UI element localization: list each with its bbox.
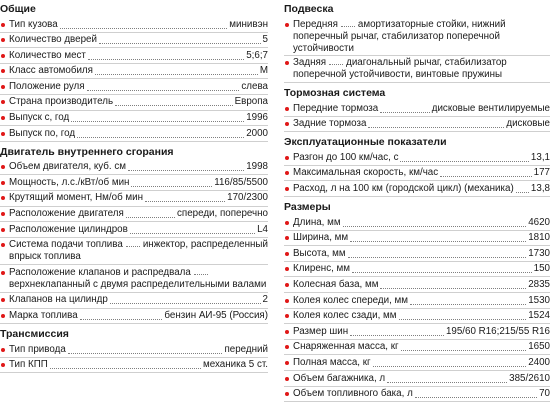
bullet-icon: [1, 348, 5, 352]
spec-label: Задние тормоза: [293, 118, 367, 130]
spec-label: Тип КПП: [9, 359, 48, 371]
spec-label: Передняя: [293, 18, 338, 30]
bullet-icon: [1, 181, 5, 185]
spec-row: [284, 262, 550, 278]
spec-value: 13,8: [530, 182, 550, 194]
spec-label: Объем багажника, л: [293, 372, 386, 384]
dot-leader: [401, 341, 527, 351]
spec-row: [284, 231, 550, 247]
spec-value: передний: [224, 343, 268, 355]
spec-value: 116/85/5500: [214, 176, 268, 188]
dot-leader: [88, 50, 244, 60]
bullet-icon: [285, 345, 289, 349]
dot-leader: [352, 263, 532, 273]
spec-value: 5;6;7: [246, 49, 268, 61]
dot-leader: [194, 274, 208, 275]
spec-row: [0, 17, 268, 33]
spec-label: Колея колес спереди, мм: [293, 294, 408, 306]
dot-leader: [348, 248, 527, 258]
spec-value: 1996: [246, 112, 268, 124]
bullet-icon: [1, 165, 5, 169]
spec-label: Выпуск по, год: [9, 127, 76, 139]
spec-label: Колея колес сзади, мм: [293, 310, 397, 322]
dot-leader: [329, 64, 343, 65]
spec-row: [0, 33, 268, 49]
spec-label: Клиренс, мм: [293, 263, 351, 275]
spec-row: [0, 293, 268, 309]
bullet-icon: [285, 299, 289, 303]
spec-row: [0, 342, 268, 358]
spec-row-text: [293, 57, 550, 81]
spec-value: 150: [533, 263, 550, 275]
spec-row: [284, 150, 550, 166]
spec-label: Длина, мм: [293, 216, 341, 228]
dot-leader: [440, 167, 531, 177]
spec-row: [0, 238, 268, 266]
spec-label: Количество мест: [9, 49, 86, 61]
spec-label: Ширина, мм: [293, 232, 349, 244]
bullet-icon: [285, 267, 289, 271]
spec-label: Объем двигателя, куб. см: [9, 161, 126, 173]
spec-row: [284, 17, 550, 56]
bullet-icon: [1, 116, 5, 120]
dot-leader: [368, 118, 504, 128]
spec-row-text: [9, 239, 268, 263]
spec-value: амортизаторные стойки, нижний поперечный рычаг, стабилизатор поперечной устойчивости: [293, 18, 506, 54]
dot-leader: [80, 310, 163, 320]
spec-row: [284, 166, 550, 182]
bullet-icon: [285, 187, 289, 191]
dot-leader: [380, 103, 430, 113]
spec-label: Высота, мм: [293, 247, 346, 259]
dot-leader: [350, 232, 526, 242]
dot-leader: [350, 326, 444, 336]
dot-leader: [130, 224, 255, 234]
dot-leader: [71, 112, 244, 122]
spec-row: [0, 358, 268, 374]
spec-row: [284, 324, 550, 340]
bullet-icon: [285, 330, 289, 334]
dot-leader: [60, 19, 228, 29]
spec-label: Выпуск с, год: [9, 112, 70, 124]
dot-leader: [131, 177, 212, 187]
spec-row: [284, 246, 550, 262]
spec-row: [0, 309, 268, 325]
spec-label: Размер шин: [293, 325, 349, 337]
right-column: [284, 0, 550, 402]
bullet-icon: [285, 361, 289, 365]
spec-row: [0, 207, 268, 223]
spec-row: [0, 160, 268, 176]
bullet-icon: [285, 23, 289, 27]
dot-leader: [380, 279, 526, 289]
spec-row: [284, 387, 550, 403]
bullet-icon: [1, 243, 5, 247]
spec-label: Тип кузова: [9, 18, 58, 30]
spec-value: 70: [539, 388, 550, 400]
dot-leader: [415, 388, 537, 398]
spec-row: [0, 191, 268, 207]
spec-label: Система подачи топлива: [9, 239, 123, 251]
spec-value: M: [259, 65, 268, 77]
bullet-icon: [285, 283, 289, 287]
spec-row: [284, 215, 550, 231]
spec-label: Расположение двигателя: [9, 208, 124, 220]
spec-label: Колесная база, мм: [293, 278, 379, 290]
spec-value: 195/60 R16;215/55 R16: [445, 325, 550, 337]
bullet-icon: [1, 228, 5, 232]
bullet-icon: [1, 23, 5, 27]
left-column: [0, 0, 268, 373]
spec-row: [0, 79, 268, 95]
spec-value: дисковые вентилируемые: [431, 102, 550, 114]
spec-value: L4: [257, 223, 268, 235]
dot-leader: [516, 183, 529, 193]
spec-row: [284, 101, 550, 117]
spec-label: Максимальная скорость, км/час: [293, 167, 439, 179]
spec-value: 2: [262, 294, 268, 306]
section-title: Общие: [0, 3, 36, 15]
dot-leader: [87, 81, 240, 91]
spec-row-text: [9, 267, 268, 291]
spec-row: [0, 111, 268, 127]
spec-value: спереди, поперечно: [176, 208, 268, 220]
spec-value: 5: [262, 34, 268, 46]
spec-row: [0, 64, 268, 80]
spec-value: 170/2300: [227, 192, 268, 204]
bullet-icon: [1, 298, 5, 302]
spec-value: 1530: [528, 294, 550, 306]
spec-value: бензин АИ-95 (Россия): [164, 310, 268, 321]
spec-value: 2400: [528, 356, 550, 368]
bullet-icon: [1, 271, 5, 275]
spec-label: Тип привода: [9, 343, 66, 355]
spec-value: минивэн: [229, 18, 268, 30]
bullet-icon: [1, 314, 5, 318]
spec-row: [284, 293, 550, 309]
bullet-icon: [1, 363, 5, 367]
spec-label: Разгон до 100 км/час, с: [293, 151, 399, 163]
bullet-icon: [1, 69, 5, 73]
section-title: Двигатель внутреннего сгорания: [0, 145, 174, 158]
spec-row: [0, 222, 268, 238]
bullet-icon: [285, 107, 289, 111]
dot-leader: [99, 34, 261, 44]
bullet-icon: [1, 38, 5, 42]
dot-leader: [95, 65, 258, 75]
bullet-icon: [1, 85, 5, 89]
spec-value: 177: [533, 167, 550, 179]
bullet-icon: [1, 196, 5, 200]
bullet-icon: [285, 122, 289, 126]
spec-value: 4620: [528, 216, 550, 228]
dot-leader: [399, 310, 527, 320]
spec-label: Полная масса, кг: [293, 356, 371, 368]
dot-leader: [145, 192, 225, 202]
spec-value: 1998: [246, 161, 268, 173]
spec-value: диагональный рычаг, стабилизатор поперечной устойчивости, винтовые пружины: [293, 57, 507, 80]
dot-leader: [343, 217, 527, 227]
bullet-icon: [1, 54, 5, 58]
spec-value: Европа: [234, 96, 268, 108]
section-title: Тормозная система: [284, 87, 386, 100]
dot-leader: [341, 26, 355, 27]
spec-label: Марка топлива: [9, 310, 78, 321]
spec-value: 2835: [528, 278, 550, 290]
spec-value: слева: [241, 80, 268, 92]
section-title: Трансмиссия: [0, 328, 69, 341]
spec-value: 13,1: [530, 151, 550, 163]
spec-value: дисковые: [506, 118, 550, 130]
bullet-icon: [285, 377, 289, 381]
section-title: Размеры: [284, 201, 331, 214]
spec-row-text: [293, 19, 550, 55]
spec-label: Клапанов на цилиндр: [9, 294, 108, 306]
spec-row: [284, 181, 550, 197]
spec-row: [0, 95, 268, 111]
bullet-icon: [285, 221, 289, 225]
bullet-icon: [1, 212, 5, 216]
bullet-icon: [285, 252, 289, 256]
spec-value: 1730: [528, 247, 550, 259]
spec-row: [284, 309, 550, 325]
dot-leader: [400, 152, 528, 162]
section-title: Подвеска: [284, 3, 334, 15]
spec-value: 385/2610: [509, 372, 550, 384]
spec-row: [284, 371, 550, 387]
bullet-icon: [285, 171, 289, 175]
spec-value: 2000: [246, 127, 268, 139]
spec-label: Положение руля: [9, 80, 85, 92]
section-title: Эксплуатационные показатели: [284, 136, 447, 149]
dot-leader: [128, 161, 244, 171]
bullet-icon: [285, 156, 289, 160]
dot-leader: [126, 246, 140, 247]
spec-value: механика 5 ст.: [203, 359, 268, 371]
bullet-icon: [285, 314, 289, 318]
spec-label: Передние тормоза: [293, 102, 379, 114]
dot-leader: [68, 344, 223, 354]
spec-row: [284, 340, 550, 356]
spec-value: 1810: [528, 232, 550, 244]
spec-row: [0, 265, 268, 293]
dot-leader: [50, 359, 201, 369]
spec-label: Объем топливного бака, л: [293, 388, 413, 400]
spec-label: Расход, л на 100 км (городской цикл) (механика): [293, 182, 514, 194]
dot-leader: [126, 208, 175, 218]
spec-label: Расположение клапанов и распредвала: [9, 266, 191, 278]
bullet-icon: [1, 100, 5, 104]
spec-value: инжектор, распределенный впрыск топлива: [9, 239, 268, 263]
spec-label: Снаряженная масса, кг: [293, 341, 399, 353]
dot-leader: [115, 96, 233, 106]
dot-leader: [77, 128, 244, 138]
bullet-icon: [1, 132, 5, 136]
spec-row: [284, 56, 550, 84]
spec-label: Количество дверей: [9, 34, 97, 46]
spec-label: Задняя: [293, 57, 327, 68]
dot-leader: [387, 373, 507, 383]
spec-value: 1524: [528, 310, 550, 322]
spec-row: [0, 126, 268, 142]
dot-leader: [110, 294, 261, 304]
spec-value: 1650: [528, 341, 550, 353]
bullet-icon: [285, 392, 289, 396]
spec-label: Расположение цилиндров: [9, 223, 128, 235]
spec-row: [284, 277, 550, 293]
spec-row: [0, 48, 268, 64]
spec-label: Страна производитель: [9, 96, 114, 108]
spec-label: Класс автомобиля: [9, 65, 93, 77]
spec-row: [0, 175, 268, 191]
dot-leader: [410, 295, 526, 305]
spec-row: [284, 117, 550, 133]
bullet-icon: [285, 236, 289, 240]
spec-value: верхнеклапанный с двумя распределительными валами: [9, 278, 267, 290]
spec-label: Крутящий момент, Нм/об мин: [9, 192, 144, 204]
spec-row: [284, 355, 550, 371]
dot-leader: [373, 357, 527, 367]
spec-label: Мощность, л.с./кВт/об мин: [9, 176, 130, 188]
bullet-icon: [285, 61, 289, 65]
